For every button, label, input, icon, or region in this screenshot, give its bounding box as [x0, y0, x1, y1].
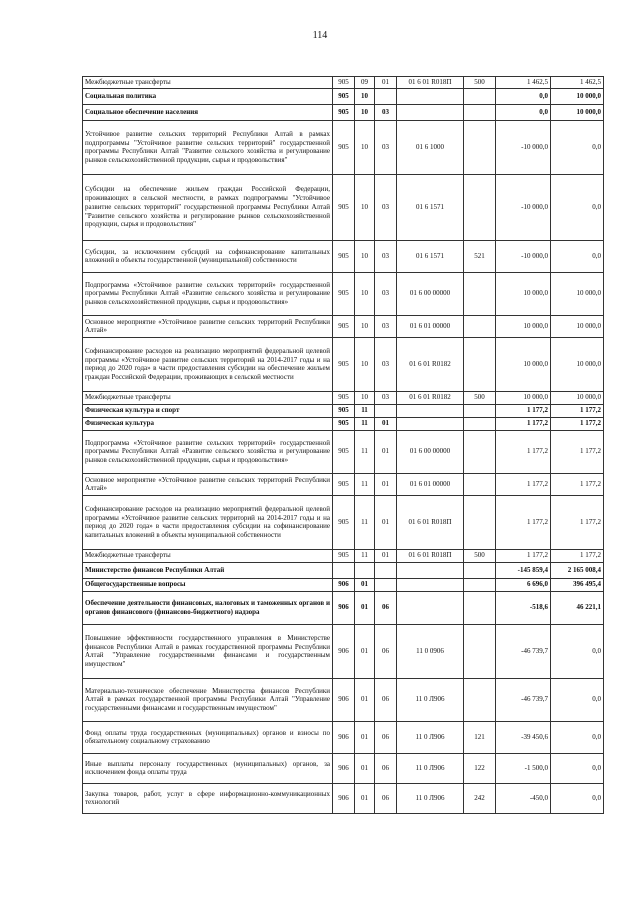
subsection-code-cell: 03 — [375, 315, 397, 337]
section-code-cell: 01 — [355, 783, 375, 813]
expense-type-cell — [464, 315, 496, 337]
amount-change-cell: -10 000,0 — [496, 120, 551, 174]
target-article-cell: 01 6 00 00000 — [397, 430, 464, 473]
section-code-cell: 01 — [355, 678, 375, 721]
expense-type-cell — [464, 495, 496, 549]
ministry-code-cell: 905 — [333, 549, 355, 562]
amount-total-cell: 0,0 — [551, 624, 604, 678]
subsection-code-cell: 06 — [375, 591, 397, 624]
section-code-cell: 11 — [355, 404, 375, 417]
amount-total-cell: 1 462,5 — [551, 77, 604, 89]
ministry-code-cell: 905 — [333, 77, 355, 89]
amount-change-cell: 10 000,0 — [496, 391, 551, 404]
table-row — [83, 473, 604, 495]
row-name-cell: Субсидии, за исключением субсидий на софинансирование капитальных вложений в объекты государственной (муниципальной) собственности — [83, 240, 333, 272]
ministry-code-cell: 905 — [333, 174, 355, 240]
amount-total-cell: 0,0 — [551, 753, 604, 783]
subsection-code-cell: 01 — [375, 430, 397, 473]
subsection-code-cell: 03 — [375, 120, 397, 174]
section-code-cell: 10 — [355, 240, 375, 272]
subsection-code-cell: 06 — [375, 624, 397, 678]
section-code-cell: 10 — [355, 272, 375, 315]
ministry-code-cell: 905 — [333, 417, 355, 430]
ministry-code-cell: 905 — [333, 337, 355, 391]
row-name-cell: Фонд оплаты труда государственных (муниципальных) органов и взносы по обязательному социальному страхованию — [83, 721, 333, 753]
section-code-cell: 09 — [355, 77, 375, 89]
row-name-cell: Основное мероприятие «Устойчивое развитие сельских территорий Республики Алтай» — [83, 473, 333, 495]
table-row — [83, 272, 604, 315]
section-code-cell: 10 — [355, 337, 375, 391]
table-row — [83, 240, 604, 272]
table-row — [83, 783, 604, 813]
expense-type-cell — [464, 120, 496, 174]
row-name-cell: Межбюджетные трансферты — [83, 77, 333, 89]
table-row — [83, 624, 604, 678]
table-row — [83, 721, 604, 753]
ministry-code-cell: 905 — [333, 430, 355, 473]
amount-change-cell: -46 739,7 — [496, 678, 551, 721]
target-article-cell: 01 6 01 R018П — [397, 77, 464, 89]
amount-total-cell: 1 177,2 — [551, 430, 604, 473]
subsection-code-cell: 06 — [375, 753, 397, 783]
target-article-cell: 11 0 0906 — [397, 624, 464, 678]
table-row — [83, 337, 604, 391]
row-name-cell: Обеспечение деятельности финансовых, налоговых и таможенных органов и органов финансового (финансово-бюджетного) надзора — [83, 591, 333, 624]
section-code-cell: 01 — [355, 624, 375, 678]
subsection-code-cell: 06 — [375, 678, 397, 721]
amount-change-cell: 1 177,2 — [496, 417, 551, 430]
amount-change-cell: -518,6 — [496, 591, 551, 624]
amount-total-cell: 10 000,0 — [551, 315, 604, 337]
target-article-cell: 01 6 01 00000 — [397, 473, 464, 495]
target-article-cell — [397, 88, 464, 104]
amount-change-cell: -39 450,6 — [496, 721, 551, 753]
expense-type-cell — [464, 624, 496, 678]
expense-type-cell: 122 — [464, 753, 496, 783]
row-name-cell: Закупка товаров, работ, услуг в сфере информационно-коммуникационных технологий — [83, 783, 333, 813]
section-code-cell: 01 — [355, 591, 375, 624]
section-code-cell: 11 — [355, 473, 375, 495]
subsection-code-cell: 03 — [375, 174, 397, 240]
subsection-code-cell — [375, 88, 397, 104]
row-name-cell: Социальная политика — [83, 88, 333, 104]
section-code-cell: 10 — [355, 88, 375, 104]
ministry-code-cell — [333, 562, 355, 578]
table-row — [83, 678, 604, 721]
section-code-cell: 10 — [355, 120, 375, 174]
ministry-code-cell: 905 — [333, 315, 355, 337]
table-row — [83, 174, 604, 240]
amount-change-cell: -10 000,0 — [496, 174, 551, 240]
target-article-cell: 01 6 01 R0182 — [397, 391, 464, 404]
expense-type-cell: 500 — [464, 549, 496, 562]
target-article-cell: 11 0 Л906 — [397, 721, 464, 753]
row-name-cell: Основное мероприятие «Устойчивое развитие сельских территорий Республики Алтай» — [83, 315, 333, 337]
amount-change-cell: -450,0 — [496, 783, 551, 813]
section-code-cell: 11 — [355, 430, 375, 473]
amount-total-cell: 10 000,0 — [551, 391, 604, 404]
subsection-code-cell — [375, 562, 397, 578]
expense-type-cell — [464, 562, 496, 578]
target-article-cell: 01 6 01 R0182 — [397, 337, 464, 391]
table-row — [83, 495, 604, 549]
table-row — [83, 578, 604, 591]
section-code-cell: 01 — [355, 753, 375, 783]
subsection-code-cell — [375, 578, 397, 591]
subsection-code-cell: 01 — [375, 549, 397, 562]
row-name-cell: Физическая культура — [83, 417, 333, 430]
amount-change-cell: 10 000,0 — [496, 272, 551, 315]
ministry-code-cell: 905 — [333, 495, 355, 549]
amount-change-cell: -10 000,0 — [496, 240, 551, 272]
subsection-code-cell: 01 — [375, 473, 397, 495]
amount-total-cell: 10 000,0 — [551, 272, 604, 315]
budget-table — [82, 76, 604, 814]
expense-type-cell: 500 — [464, 77, 496, 89]
target-article-cell — [397, 404, 464, 417]
table-row — [83, 549, 604, 562]
ministry-code-cell: 905 — [333, 391, 355, 404]
amount-change-cell: -145 859,4 — [496, 562, 551, 578]
ministry-code-cell: 906 — [333, 624, 355, 678]
amount-total-cell: 46 221,1 — [551, 591, 604, 624]
ministry-code-cell: 906 — [333, 783, 355, 813]
amount-change-cell: 0,0 — [496, 88, 551, 104]
expense-type-cell — [464, 104, 496, 120]
target-article-cell: 11 0 Л906 — [397, 678, 464, 721]
amount-total-cell: 0,0 — [551, 240, 604, 272]
expense-type-cell — [464, 473, 496, 495]
subsection-code-cell: 01 — [375, 77, 397, 89]
amount-total-cell: 0,0 — [551, 174, 604, 240]
section-code-cell: 10 — [355, 174, 375, 240]
subsection-code-cell: 01 — [375, 495, 397, 549]
target-article-cell: 01 6 00 00000 — [397, 272, 464, 315]
expense-type-cell: 121 — [464, 721, 496, 753]
expense-type-cell — [464, 430, 496, 473]
row-name-cell: Материально-техническое обеспечение Министерства финансов Республики Алтай в рамках государственной программы Республики Алтай "Управление государственными финансами и государственным имуществом" — [83, 678, 333, 721]
ministry-code-cell: 905 — [333, 104, 355, 120]
amount-change-cell: 1 462,5 — [496, 77, 551, 89]
row-name-cell: Подпрограмма «Устойчивое развитие сельских территорий» государственной программы Республики Алтай «Развитие сельского хозяйства и регулирование рынков сельскохозяйственной продукции, сырья и продовольствия» — [83, 272, 333, 315]
ministry-code-cell: 905 — [333, 240, 355, 272]
table-row — [83, 430, 604, 473]
amount-total-cell: 0,0 — [551, 120, 604, 174]
expense-type-cell — [464, 88, 496, 104]
expense-type-cell — [464, 337, 496, 391]
row-name-cell: Физическая культура и спорт — [83, 404, 333, 417]
table-row — [83, 77, 604, 89]
subsection-code-cell: 01 — [375, 417, 397, 430]
target-article-cell: 01 6 1571 — [397, 174, 464, 240]
target-article-cell — [397, 562, 464, 578]
target-article-cell: 01 6 1571 — [397, 240, 464, 272]
page-number: 114 — [312, 30, 328, 41]
target-article-cell: 01 6 1000 — [397, 120, 464, 174]
section-code-cell: 10 — [355, 104, 375, 120]
subsection-code-cell: 06 — [375, 783, 397, 813]
row-name-cell: Иные выплаты персоналу государственных (муниципальных) органов, за исключением фонда оплаты труда — [83, 753, 333, 783]
table-row — [83, 120, 604, 174]
subsection-code-cell: 03 — [375, 272, 397, 315]
amount-change-cell: -46 739,7 — [496, 624, 551, 678]
amount-total-cell: 1 177,2 — [551, 473, 604, 495]
subsection-code-cell — [375, 404, 397, 417]
amount-total-cell: 0,0 — [551, 678, 604, 721]
target-article-cell: 01 6 01 R018П — [397, 495, 464, 549]
amount-total-cell: 1 177,2 — [551, 417, 604, 430]
amount-change-cell: -1 500,0 — [496, 753, 551, 783]
ministry-code-cell: 905 — [333, 272, 355, 315]
row-name-cell: Общегосударственные вопросы — [83, 578, 333, 591]
table-row — [83, 104, 604, 120]
ministry-code-cell: 905 — [333, 120, 355, 174]
expense-type-cell — [464, 272, 496, 315]
amount-total-cell: 1 177,2 — [551, 549, 604, 562]
section-code-cell: 01 — [355, 721, 375, 753]
amount-total-cell: 1 177,2 — [551, 495, 604, 549]
expense-type-cell — [464, 578, 496, 591]
row-name-cell: Субсидии на обеспечение жильем граждан Российской Федерации, проживающих в сельской местности, в рамках подпрограммы "Устойчивое развитие сельских территорий" государственной программы Республики Алтай "Развитие сельского хозяйства и регулирование рынков сельскохозяйственной продукции, сырья и продовольствия" — [83, 174, 333, 240]
expense-type-cell: 500 — [464, 391, 496, 404]
ministry-code-cell: 905 — [333, 473, 355, 495]
table-row — [83, 562, 604, 578]
table-row — [83, 417, 604, 430]
row-name-cell: Устойчивое развитие сельских территорий Республики Алтай в рамках подпрограммы "Устойчивое развитие сельских территорий" государственной программы Республики Алтай "Развитие сельского хозяйства и регулирование рынков сельскохозяйственной продукции, сырья и продовольствия" — [83, 120, 333, 174]
ministry-code-cell: 905 — [333, 404, 355, 417]
subsection-code-cell: 06 — [375, 721, 397, 753]
target-article-cell: 11 0 Л906 — [397, 783, 464, 813]
expense-type-cell — [464, 174, 496, 240]
subsection-code-cell: 03 — [375, 240, 397, 272]
table-row — [83, 591, 604, 624]
section-code-cell: 11 — [355, 549, 375, 562]
expense-type-cell — [464, 591, 496, 624]
expense-type-cell: 521 — [464, 240, 496, 272]
amount-total-cell: 0,0 — [551, 783, 604, 813]
expense-type-cell — [464, 678, 496, 721]
amount-total-cell: 396 495,4 — [551, 578, 604, 591]
amount-total-cell: 0,0 — [551, 721, 604, 753]
section-code-cell — [355, 562, 375, 578]
ministry-code-cell: 906 — [333, 578, 355, 591]
expense-type-cell — [464, 404, 496, 417]
section-code-cell: 10 — [355, 391, 375, 404]
amount-total-cell: 10 000,0 — [551, 104, 604, 120]
target-article-cell: 11 0 Л906 — [397, 753, 464, 783]
subsection-code-cell: 03 — [375, 391, 397, 404]
amount-total-cell: 10 000,0 — [551, 88, 604, 104]
row-name-cell: Софинансирование расходов на реализацию мероприятий федеральной целевой программы «Устойчивое развитие сельских территорий на 2014-2017 годы и на период до 2020 года» в части предоставления субсидии на софинансирование капитальных вложений в объекты муниципальной собственности — [83, 495, 333, 549]
target-article-cell — [397, 104, 464, 120]
amount-change-cell: 0,0 — [496, 104, 551, 120]
target-article-cell: 01 6 01 R018П — [397, 549, 464, 562]
amount-change-cell: 1 177,2 — [496, 473, 551, 495]
table-row — [83, 753, 604, 783]
target-article-cell — [397, 417, 464, 430]
row-name-cell: Межбюджетные трансферты — [83, 549, 333, 562]
ministry-code-cell: 906 — [333, 591, 355, 624]
section-code-cell: 10 — [355, 315, 375, 337]
table-row — [83, 315, 604, 337]
target-article-cell — [397, 578, 464, 591]
ministry-code-cell: 906 — [333, 753, 355, 783]
row-name-cell: Социальное обеспечение населения — [83, 104, 333, 120]
ministry-code-cell: 906 — [333, 721, 355, 753]
row-name-cell: Межбюджетные трансферты — [83, 391, 333, 404]
amount-change-cell: 1 177,2 — [496, 549, 551, 562]
amount-total-cell: 10 000,0 — [551, 337, 604, 391]
section-code-cell: 11 — [355, 495, 375, 549]
ministry-code-cell: 905 — [333, 88, 355, 104]
amount-change-cell: 10 000,0 — [496, 337, 551, 391]
table-row — [83, 404, 604, 417]
amount-change-cell: 6 696,0 — [496, 578, 551, 591]
expense-type-cell — [464, 417, 496, 430]
amount-total-cell: 1 177,2 — [551, 404, 604, 417]
amount-change-cell: 1 177,2 — [496, 404, 551, 417]
amount-total-cell: 2 165 008,4 — [551, 562, 604, 578]
target-article-cell — [397, 591, 464, 624]
amount-change-cell: 1 177,2 — [496, 495, 551, 549]
row-name-cell: Повышение эффективности государственного управления в Министерстве финансов Республики Алтай в рамках государственной программы Республики Алтай "Управление государственными финансами и государственным имуществом" — [83, 624, 333, 678]
amount-change-cell: 1 177,2 — [496, 430, 551, 473]
amount-change-cell: 10 000,0 — [496, 315, 551, 337]
target-article-cell: 01 6 01 00000 — [397, 315, 464, 337]
row-name-cell: Подпрограмма «Устойчивое развитие сельских территорий» государственной программы Республики Алтай «Развитие сельского хозяйства и регулирование рынков сельскохозяйственной продукции, сырья и продовольствия» — [83, 430, 333, 473]
section-code-cell: 11 — [355, 417, 375, 430]
row-name-cell: Софинансирование расходов на реализацию мероприятий федеральной целевой программы «Устойчивое развитие сельских территорий на 2014-2017 годы и на период до 2020 года» в части предоставления субсидии на обеспечение жильем граждан Российской Федерации, проживающих в сельской местности — [83, 337, 333, 391]
subsection-code-cell: 03 — [375, 104, 397, 120]
ministry-code-cell: 906 — [333, 678, 355, 721]
table-row — [83, 88, 604, 104]
expense-type-cell: 242 — [464, 783, 496, 813]
section-code-cell: 01 — [355, 578, 375, 591]
row-name-cell: Министерство финансов Республики Алтай — [83, 562, 333, 578]
subsection-code-cell: 03 — [375, 337, 397, 391]
table-row — [83, 391, 604, 404]
